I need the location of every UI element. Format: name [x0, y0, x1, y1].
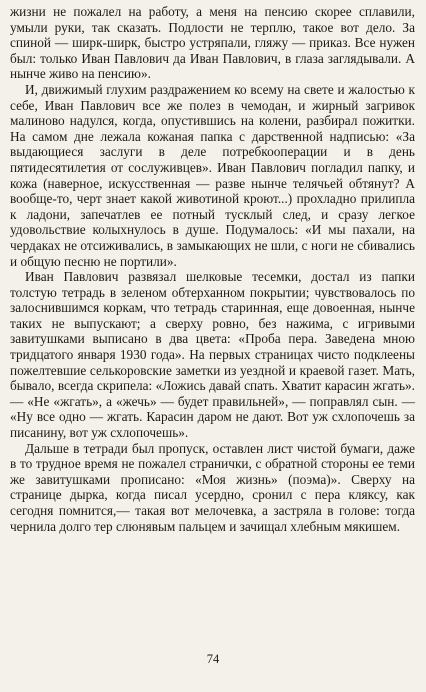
- page-number: 74: [206, 652, 220, 666]
- paragraph-4: Дальше в тетради был пропуск, оставлен лист чистой бумаги, даже в то трудное время не пожалел странички, с обратной стороны ее теми же завитушками прописано: «Моя жизнь» (поэма)». Сверху на странице дырка, когда писал усердно, сронил с пера кляксу, как сегодня помнится,— такая вот мелочевка, а застряла в голове: тогда чернила долго тер слюнявым пальцем и зачищал хлебным мякишем.: [10, 440, 415, 534]
- paragraph-1: жизни не пожалел на работу, а меня на пенсию скорее сплавили, умыли руки, так сказать. Подлости не терплю, такое вот дело. За спиной — ширк-ширк, быстро устряпали, гляжу — приказ. Все нужен был: только Иван Павлович да Иван Павлович, в глаза заглядывали. А нынче живо на пенсию».: [10, 4, 415, 82]
- paragraph-3: Иван Павлович развязал шелковые тесемки, достал из папки толстую тетрадь в зеленом обтерханном покрытии; чувствовалось по залоснившимся коркам, что тетрадь старинная, еще довоенная, нынче таких не выпускают; а сверху ровно, без нажима, с игривыми завитушками выписано в два цвета: «Проба пера. Заведена мною тридцатого января 1930 года». На первых страницах чисто подклеены пожелтевшие селькоровские заметки из уездной и краевой газет. Мать, бывало, всегда скрипела: «Ложись давай спать. Хватит карасин жгать».— «Не «жгать», а «жечь» — будет правильней», — поправлял сын. — «Ну все одно — жгать. Карасин даром не дают. Вот уж схлопочешь за писанину, вот уж схлопочешь».: [10, 269, 415, 441]
- paragraph-2: И, движимый глухим раздражением ко всему на свете и жалостью к себе, Иван Павлович все же полез в чемодан, и жирный загривок малиново надулся, когда, опустившись на колени, разбирал пожитки. На самом дне лежала кожаная папка с дарственной надписью: «За выдающиеся заслуги в деле потребкооперации и в день пятидесятилетия от сослуживцев». Иван Павлович погладил папку, и кожа (наверное, искусственная — разве нынче телячьей обтянут? А вообще-то, черт знает какой животиной кроют...) прохладно прилипла к ладони, запечатлев ее потный тусклый след, и сразу легкое удовольствие колыхнулось в душе. Подумалось: «И мы пахали, на чердаках не отсиживались, в замыкающих не шли, с ноги не сбивались и общую песню не портили».: [10, 81, 415, 269]
